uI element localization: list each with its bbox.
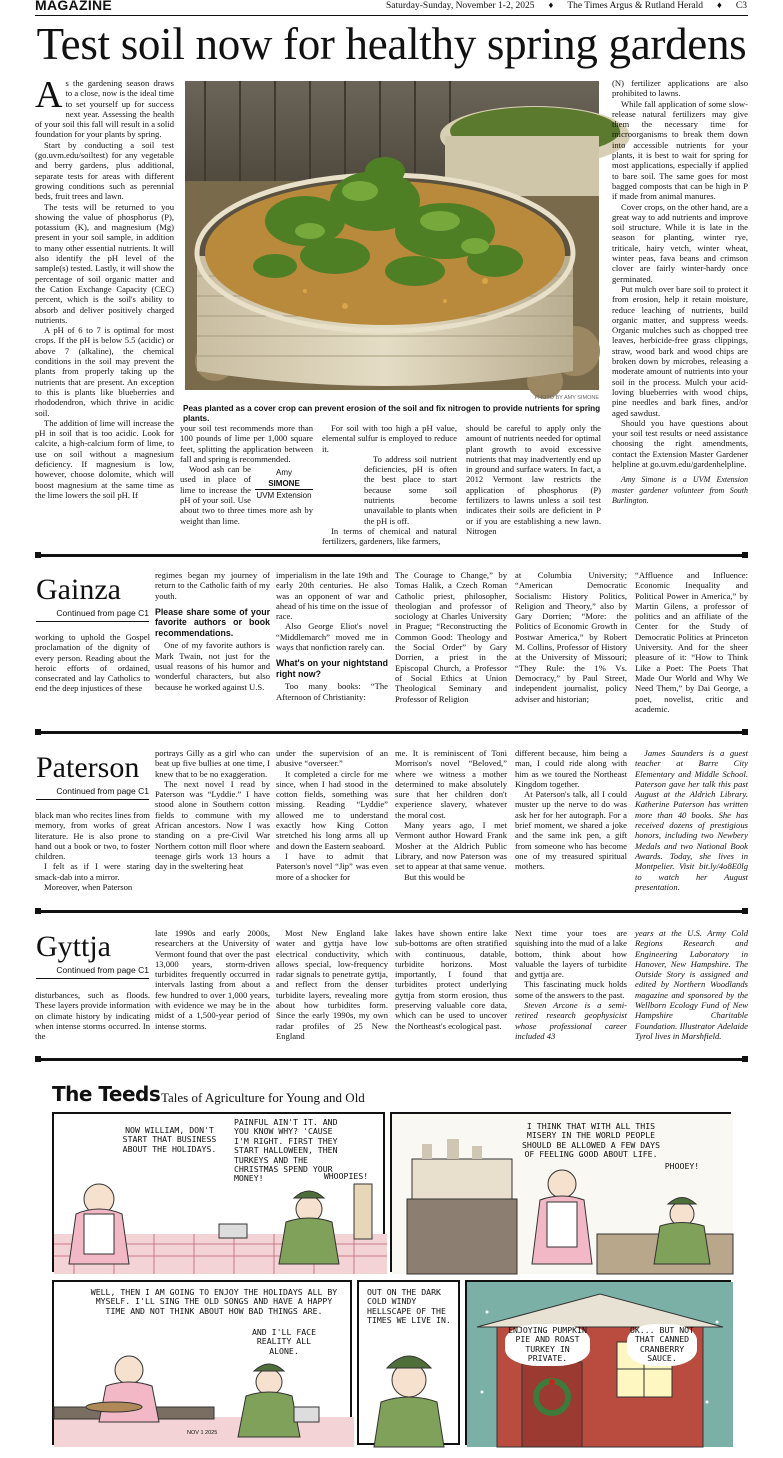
section-divider xyxy=(35,1058,748,1061)
author-bio: James Saunders is a guest teacher at Barre City Elementary and Middle School. Paterson gave her talk this past August at the Aldrich Library. Katherine Paterson has written more than 40 books. She has received dozens of prestigious honors, including two Newbery Medals and two National Book Awards. Today, she lives in Montpelier. Visit bit.ly/4o8E0lg to watch her August presentation. xyxy=(635,748,748,892)
gyttja-column-4 xyxy=(395,928,507,1050)
gainza-paragraph: working to uphold the Gospel proclamation of the dignity of every person. Reading about the heroic efforts of ordained, consecrated and lay Catholics to end the deep injustices of these xyxy=(35,632,150,694)
interview-question: What's on your nightstand right now? xyxy=(276,658,388,679)
speech-bubble: OUT ON THE DARK COLD WINDY HELLSCAPE OF THE TIMES WE LIVE IN. xyxy=(367,1287,451,1326)
gyttja-paragraph: Most New England lake water and gyttja have low electrical conductivity, which allows special, low-frequency radar signals to penetrate gyttja, and reflect from the denser turbidite layers, revealing more about how turbidites form. Since the early 1990s, my own radar profiles of 25 New England xyxy=(276,928,388,1041)
paterson-paragraph: It completed a circle for me since, when I had stood in the cotton fields, something was missing. Reading “Lyddie” allowed me to understand exactly how King Cotton stretched his long arms all up and down the Eastern seaboard. xyxy=(276,768,388,851)
section-label: MAGAZINE xyxy=(35,0,113,13)
paterson-paragraph: The next novel I read by Paterson was “Lyddie.” I have stood alone in Southern cotton fields to commune with my African ancestors. Now I was standing on a pre-Civil War Northern cotton mill floor where teenage girls work 13 hours a day in the sweltering heat xyxy=(155,778,270,872)
paterson-paragraph: black man who recites lines from memory, from works of great literature. He is also prone to hand out a book or two, to foster children. xyxy=(35,810,150,862)
comic-subtitle: Tales of Agriculture for Young and Old xyxy=(161,1090,365,1105)
comic-date: NOV 1 2025 xyxy=(187,1430,218,1436)
gainza-column-1 xyxy=(35,632,150,722)
speech-bubble: I THINK THAT WITH ALL THIS MISERY IN THE WORLD PEOPLE SHOULD BE ALLOWED A FEW DAYS OF FEELING GOOD ABOUT LIFE. xyxy=(521,1121,661,1160)
speech-bubble: PHOOEY! xyxy=(664,1161,700,1171)
diamond-icon: ♦ xyxy=(548,1,554,11)
soil-paragraph: should be careful to apply only the amount of nutrients needed for optimal plant growth to avoid excessive nutrients that may inadvertently end up in ground and surface waters. In fact, a 2012 Vermont law restricts the application of phosphorus (P) fertilizers to lawns unless a soil test indicates their soils are deficient in P or if you are establishing a new lawn. Nitrogen xyxy=(466,423,601,536)
drop-cap: A xyxy=(35,74,63,116)
speech-bubble: WELL, THEN I AM GOING TO ENJOY THE HOLIDAYS ALL BY MYSELF. I'LL SING THE OLD SONGS AND HAVE A HAPPY TIME AND NOT THINK ABOUT HOW BAD THINGS ARE. xyxy=(90,1287,338,1316)
soil-paragraph: The addition of lime will increase the pH in soil that is too acidic. Look for calcite, a high-calcium form of lime, to use on soil without a magnesium deficiency. If magnesium is low, however, choose dolomite, which will boost magnesium at the same time as the lime lowers the soil pH. If xyxy=(35,417,174,500)
soil-paragraph: Wood ash can be used in place of lime to increase the pH of your soil. Use about two to three times more ash by weight than lime. xyxy=(180,464,313,526)
soil-paragraph: Start by conducting a soil test (go.uvm.edu/soiltest) for any vegetable and berry gardens, plus additional, separate tests for areas with different growing conditions such as perennial beds, fruit trees and lawn. xyxy=(35,139,174,202)
comic-title: The Teeds xyxy=(52,1082,161,1106)
page-number: C3 xyxy=(735,1,747,11)
comic-panel-3 xyxy=(52,1280,352,1445)
comic-panel-4 xyxy=(357,1280,460,1445)
gyttja-paragraph: lakes have shown entire lake sub-bottoms are often stratified with continuous, datable, turbidite horizons. Most importantly, I found that turbidites protect underlying gyttja from storm erosion, thus preserving valuable core data, which can be used to uncover the Northeast's ecological past. xyxy=(395,928,507,1031)
soil-column-5 xyxy=(612,78,748,541)
comic-panel-2 xyxy=(390,1112,731,1272)
speech-bubble: ENJOYING PUMPKIN PIE AND ROAST TURKEY IN PRIVATE. xyxy=(505,1324,590,1366)
section-divider xyxy=(35,731,748,734)
photo-credit: PHOTO BY AMY SIMONE xyxy=(534,395,599,401)
house-at-night-scene xyxy=(467,1282,733,1447)
soil-paragraph: (N) fertilizer applications are also prohibited to lawns. xyxy=(612,78,748,99)
byline-box xyxy=(255,467,313,501)
soil-paragraph: Put mulch over bare soil to protect it from erosion, help it retain moisture, reduce leaching of nutrients, build organic matter, and suppress weeds. Organic mulches such as chopped tree leaves, herbicide-free grass clippings, straw, wood bark and wood chips are broken down by microbes, releasing a moderate amount of nutrients into your soil in the process. Mulch your acid-loving blueberries with wood chips, pine needles and bark fines, and/or aged sawdust. xyxy=(612,283,748,418)
author-bio: years at the U.S. Army Cold Regions Research and Engineering Laboratory in Hanover, New Hampshire. The Outside Story is assigned and edited by Northern Woodlands magazine and sponsored by the Wellborn Ecology Fund of New Hampshire Charitable Foundation. Illustrator Adelaide Tyrol lives in Marshfield. xyxy=(635,928,748,1041)
gainza-paragraph: imperialism in the late 19th and early 20th centuries. He also was an opponent of war and ahead of his time on the issue of race. xyxy=(276,570,388,622)
gainza-paragraph: One of my favorite authors is Mark Twain, not just for the usual reasons of his humor and wonderful characters, but also because he worked against U.S. xyxy=(155,640,270,692)
soil-paragraph: To address soil nutrient deficiencies, pH is often the best place to start because some soil nutrients become unavailable to plants when the pH is off. xyxy=(364,453,457,526)
author-org: UVM Extension xyxy=(256,491,312,501)
paterson-column-1 xyxy=(35,810,150,900)
author-last-name: SIMONE xyxy=(255,478,313,490)
soil-paragraph: In terms of chemical and natural fertilizers, gardeners, like farmers, xyxy=(322,525,457,547)
gainza-column-4 xyxy=(395,570,507,722)
author-bio: Steven Arcone is a semi-retired research geophysicist whose professional career included 43 xyxy=(515,1000,627,1041)
author-bio: Amy Simone is a UVM Extension master gardener volunteer from South Burlington. xyxy=(612,475,748,505)
folio xyxy=(386,1,747,11)
soil-paragraph: s the gardening season draws to a close, now is the ideal time to set yourself up for success next year. Assessing the health of your soil this fall will result in a solid foundation for your plants by spring. xyxy=(35,78,174,140)
gyttja-jump-title: Gyttja xyxy=(36,930,111,963)
garden-photo xyxy=(185,81,599,390)
paterson-paragraph: under the supervision of an abusive “overseer.” xyxy=(276,748,388,769)
gainza-paragraph: Also George Eliot's novel “Middlemarch” moved me in ways that nonfiction rarely can. xyxy=(276,621,388,653)
paterson-paragraph: I felt as if I were staring smack-dab into a mirror. xyxy=(35,861,150,882)
paterson-jump-title: Paterson xyxy=(36,751,140,784)
headline: Test soil now for healthy spring gardens xyxy=(36,19,747,69)
comic-panel-1 xyxy=(52,1112,385,1272)
paterson-paragraph: Moreover, when Paterson xyxy=(44,882,133,893)
gyttja-paragraph: disturbances, such as floods. These layers provide information on climate history by indicating when intense storms occurred. In the xyxy=(35,990,150,1042)
paterson-column-4 xyxy=(395,748,507,900)
issue-date: Saturday-Sunday, November 1-2, 2025 xyxy=(386,1,535,11)
section-divider xyxy=(35,554,748,557)
gainza-paragraph: at Columbia University; “American Democratic Socialism: History Politics, Religion and Theory,” also by Gary Dorrien; “More: the Politics of Economic Growth in Postwar America,” by Robert M. Collins, Professor of History at the University of Missouri; “They Rule: the 1% Vs. Democracy,” by Paul Street, independent journalist, policy adviser and historian; xyxy=(515,570,627,704)
gainza-column-6 xyxy=(635,570,748,722)
soil-column-4 xyxy=(466,423,601,541)
soil-paragraph: A pH of 6 to 7 is optimal for most crops. If the pH is below 5.5 (acidic) or above 7 (alkaline), the chemical conditions in the soil may prevent the plants from properly taking up the nutrients that are present. An exception to this is plants like blueberries and rhododendron, which thrive in acidic soil. xyxy=(35,325,174,418)
soil-paragraph: For soil with too high a pH value, elemental sulfur is employed to reduce it. xyxy=(322,423,457,454)
interview-question: Please share some of your favorite authors or book recommendations. xyxy=(155,606,270,638)
paterson-paragraph: But this would be xyxy=(404,871,465,882)
paterson-paragraph: different because, him being a man, I could ride along with him as we toured the Northeast Kingdom together. xyxy=(515,748,627,789)
paterson-paragraph: me. It is reminiscent of Toni Morrison's novel “Beloved,” where we witness a mother determined to make absolutely sure that her children don't experience slavery, whatever the moral cost. xyxy=(395,748,507,820)
gyttja-column-3 xyxy=(276,928,388,1050)
author-first-name: Amy xyxy=(276,468,292,478)
photo-caption: Peas planted as a cover crop can prevent erosion of the soil and fix nitrogen to provide nutrients for spring plants. xyxy=(183,404,601,423)
gyttja-paragraph: Next time your toes are squishing into the mud of a lake bottom, think about how valuable the layers of turbidite and gyttja are. xyxy=(515,928,627,980)
paterson-column-3 xyxy=(276,748,388,900)
header-rule xyxy=(35,15,748,16)
soil-paragraph: While fall application of some slow-release natural fertilizers may give them the necessary time for microorganisms to break them down into accessible nutrients for your plants, it is best to wait for spring for most applications, especially if applied to bare soil. The same goes for most bagged composts that can be high in P if made from animal manures. xyxy=(612,98,748,202)
raised-bed-illustration xyxy=(185,81,599,390)
gainza-paragraph: “Affluence and Influence: Economic Inequality and Political Power in America,” by Martin Gilens, a professor of politics and an affiliate of the Center for the Study of Democratic Politics at Princeton University. And for the sheer pleasure of it: “How to Think Like a Poet: The Poets That Made Our World and Why We Need Them,” by Dai George, a poet, novelist, critic and academic. xyxy=(635,570,748,714)
soil-column-1 xyxy=(35,74,174,541)
gyttja-paragraph: late 1990s and early 2000s, researchers at the University of Vermont found that over the past 13,000 years, storm-driven turbidites frequently occurred in intervals lasting from about a few hundred to over 1,000 years, with evidence we may be in the midst of a 1,500-year period of intense storms. xyxy=(155,928,270,1031)
soil-paragraph: Cover crops, on the other hand, are a great way to add nutrients and improve soil structure. While it is late in the season for planting, winter rye, triticale, hairy vetch, winter wheat, winter peas, fava beans and crimson clover are fairly winter-hardy once germinated. xyxy=(612,201,748,284)
soil-paragraph: your soil test recommends more than 100 pounds of lime per 1,000 square feet, splitting the application between fall and spring is recommended. xyxy=(180,423,313,464)
gainza-column-3 xyxy=(276,570,388,722)
gainza-paragraph: The Courage to Change,” by Tomas Halik, a Czech Roman Catholic priest, philosopher, theologian and professor of sociology at Charles University in Prague; “Reconstructing the Common Good: Theology and the Social Order” by Gary Dorrien, a priest in the Episcopal Church, a Professor of Social Ethics at Union Theological Seminary and Professor of Religion xyxy=(395,570,507,704)
section-divider xyxy=(35,910,748,913)
soil-paragraph: Should you have questions about your soil test results or need assistance choosing the right amendments, contact the Extension Master Gardener helpline at go.uvm.edu/gardenhelpline. xyxy=(612,417,748,469)
soil-column-2 xyxy=(180,423,313,541)
diamond-icon: ♦ xyxy=(717,1,722,11)
gainza-jump-title: Gainza xyxy=(36,573,121,606)
gainza-column-5 xyxy=(515,570,627,722)
speech-bubble: NOW WILLIAM, DON'T START THAT BUSINESS ABOUT THE HOLIDAYS. xyxy=(122,1125,217,1154)
paterson-paragraph: At Paterson's talk, all I could muster up the nerve to do was ask her for her autograph. For a brief moment, we shared a joke and the same ink pen, a gift from someone who has become one of my treasured spiritual mothers. xyxy=(515,789,627,872)
gyttja-column-6 xyxy=(635,928,748,1050)
speech-bubble: PAINFUL AIN'T IT. AND YOU KNOW WHY? 'CAUSE I'M RIGHT. FIRST THEY START HALLOWEEN, THEN TURKEYS AND THE CHRISTMAS SPEND YOUR MONEY! xyxy=(234,1117,338,1184)
gainza-paragraph: regimes began my journey of return to the Catholic faith of my youth. xyxy=(155,570,270,601)
soil-paragraph: The tests will be returned to you showing the value of phosphorus (P), potassium (K), and magnesium (Mg) present in your soil sample, in addition to many other essential nutrients. It will also identify the pH level of the sample(s) tested. Lastly, it will show the percentage of soil organic matter and the Cation Exchange Capacity (CEC) percent, which is the soil's ability to absorb and deliver positively charged nutrients. xyxy=(35,201,174,325)
speech-bubble: OK... BUT NOT THAT CANNED CRANBERRY SAUCE. xyxy=(627,1324,697,1366)
gainza-column-2 xyxy=(155,570,270,722)
gyttja-column-2 xyxy=(155,928,270,1050)
paterson-paragraph: Many years ago, I met Vermont author Howard Frank Mosher at the Aldrich Public Library, and now Paterson was set to appear at that same venue. xyxy=(395,820,507,872)
gyttja-column-1 xyxy=(35,990,150,1050)
speech-bubble: WHOOPIES! xyxy=(323,1171,369,1181)
gainza-paragraph: Too many books: “The Afternoon of Christianity: xyxy=(276,681,388,702)
gainza-jump-line: Continued from page C1 xyxy=(36,608,149,622)
paterson-column-6 xyxy=(635,748,748,900)
paterson-paragraph: portrays Gilly as a girl who can beat up five bullies at one time, I knew that to be no exaggeration. xyxy=(155,748,270,779)
publication-name: The Times Argus & Rutland Herald xyxy=(567,1,704,11)
comic-panel-5 xyxy=(465,1280,731,1445)
paterson-column-2 xyxy=(155,748,270,900)
gyttja-jump-line: Continued from page C1 xyxy=(36,965,149,979)
paterson-column-5 xyxy=(515,748,627,900)
gyttja-paragraph: This fascinating muck holds some of the answers to the past. xyxy=(515,979,627,1000)
gyttja-column-5 xyxy=(515,928,627,1050)
paterson-paragraph: I have to admit that Paterson's novel “Jip” was even more of a shocker for xyxy=(276,850,388,882)
speech-bubble: AND I'LL FACE REALITY ALL ALONE. xyxy=(251,1327,317,1356)
paterson-jump-line: Continued from page C1 xyxy=(36,786,149,800)
soil-column-3 xyxy=(322,423,457,547)
